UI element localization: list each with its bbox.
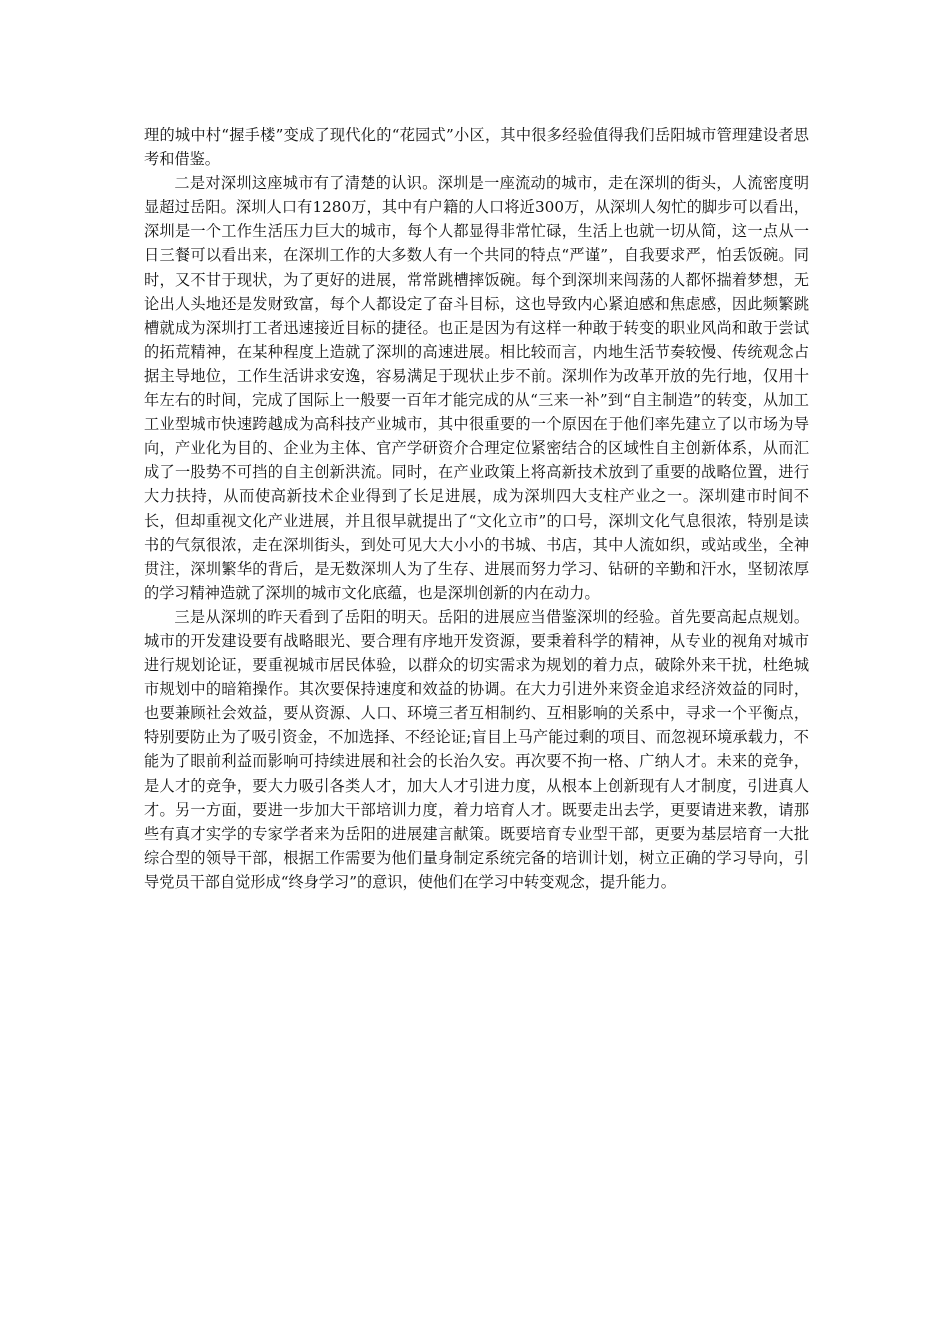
paragraph-3: 三是从深圳的昨天看到了岳阳的明天。岳阳的进展应当借鉴深圳的经验。首先要高起点规划。城市的开发建设要有战略眼光、要合理有序地开发资源，要秉着科学的精神，从专业的视角对城市进行规划论证，要重视城市居民体验，以群众的切实需求为规划的着力点，破除外来干扰，杜绝城市规划中的暗箱操作。其次要保持速度和效益的协调。在大力引进外来资金追求经济效益的同时，也要兼顾社会效益，要从资源、人口、环境三者互相制约、互相影响的关系中，寻求一个平衡点，特别要防止为了吸引资金，不加选择、不经论证;盲目上马产能过剩的项目、而忽视环境承载力，不能为了眼前利益而影响可持续进展和社会的长治久安。再次要不拘一格、广纳人才。未来的竞争，是人才的竞争，要大力吸引各类人才，加大人才引进力度，从根本上创新现有人才制度，引进真人才。另一方面，要进一步加大干部培训力度，着力培育人才。既要走出去学，更要请进来教，请那些有真才实学的专家学者来为岳阳的进展建言献策。既要培育专业型干部，更要为基层培育一大批综合型的领导干部，根据工作需要为他们量身制定系统完备的培训计划，树立正确的学习导向，引导党员干部自觉形成“终身学习”的意识，使他们在学习中转变观念，提升能力。: [144, 607, 809, 891]
document-body: [144, 123, 809, 894]
paragraph-2: 二是对深圳这座城市有了清楚的认识。深圳是一座流动的城市，走在深圳的街头，人流密度明显超过岳阳。深圳人口有1280万，其中有户籍的人口将近300万，从深圳人匆忙的脚步可以看出，深圳是一个工作生活压力巨大的城市，每个人都显得非常忙碌，生活上也就一切从简，这一点从一日三餐可以看出来，在深圳工作的大多数人有一个共同的特点“严谨”，自我要求严，怕丢饭碗。同时，又不甘于现状，为了更好的进展，常常跳槽摔饭碗。每个到深圳来闯荡的人都怀揣着梦想，无论出人头地还是发财致富，每个人都设定了奋斗目标，这也导致内心紧迫感和焦虑感，因此频繁跳槽就成为深圳打工者迅速接近目标的捷径。也正是因为有这样一种敢于转变的职业风尚和敢于尝试的拓荒精神，在某种程度上造就了深圳的高速进展。相比较而言，内地生活节奏较慢、传统观念占据主导地位，工作生活讲求安逸，容易满足于现状止步不前。深圳作为改革开放的先行地，仅用十年左右的时间，完成了国际上一般要一百年才能完成的从“三来一补”到“自主制造”的转变，从加工工业型城市快速跨越成为高科技产业城市，其中很重要的一个原因在于他们率先建立了以市场为导向，产业化为目的、企业为主体、官产学研资介合理定位紧密结合的区域性自主创新体系，从而汇成了一股势不可挡的自主创新洪流。同时，在产业政策上将高新技术放到了重要的战略位置，进行大力扶持，从而使高新技术企业得到了长足进展，成为深圳四大支柱产业之一。深圳建市时间不长，但却重视文化产业进展，并且很早就提出了“文化立市”的口号，深圳文化气息很浓，特别是读书的气氛很浓，走在深圳街头，到处可见大大小小的书城、书店，其中人流如织，或站或坐，全神贯注，深圳繁华的背后，是无数深圳人为了生存、进展而努力学习、钻研的辛勤和汗水，坚韧浓厚的学习精神造就了深圳的城市文化底蕴，也是深圳创新的内在动力。: [144, 174, 809, 602]
paragraph-1: 理的城中村“握手楼”变成了现代化的“花园式”小区，其中很多经验值得我们岳阳城市管理建设者思考和借鉴。: [144, 126, 809, 169]
